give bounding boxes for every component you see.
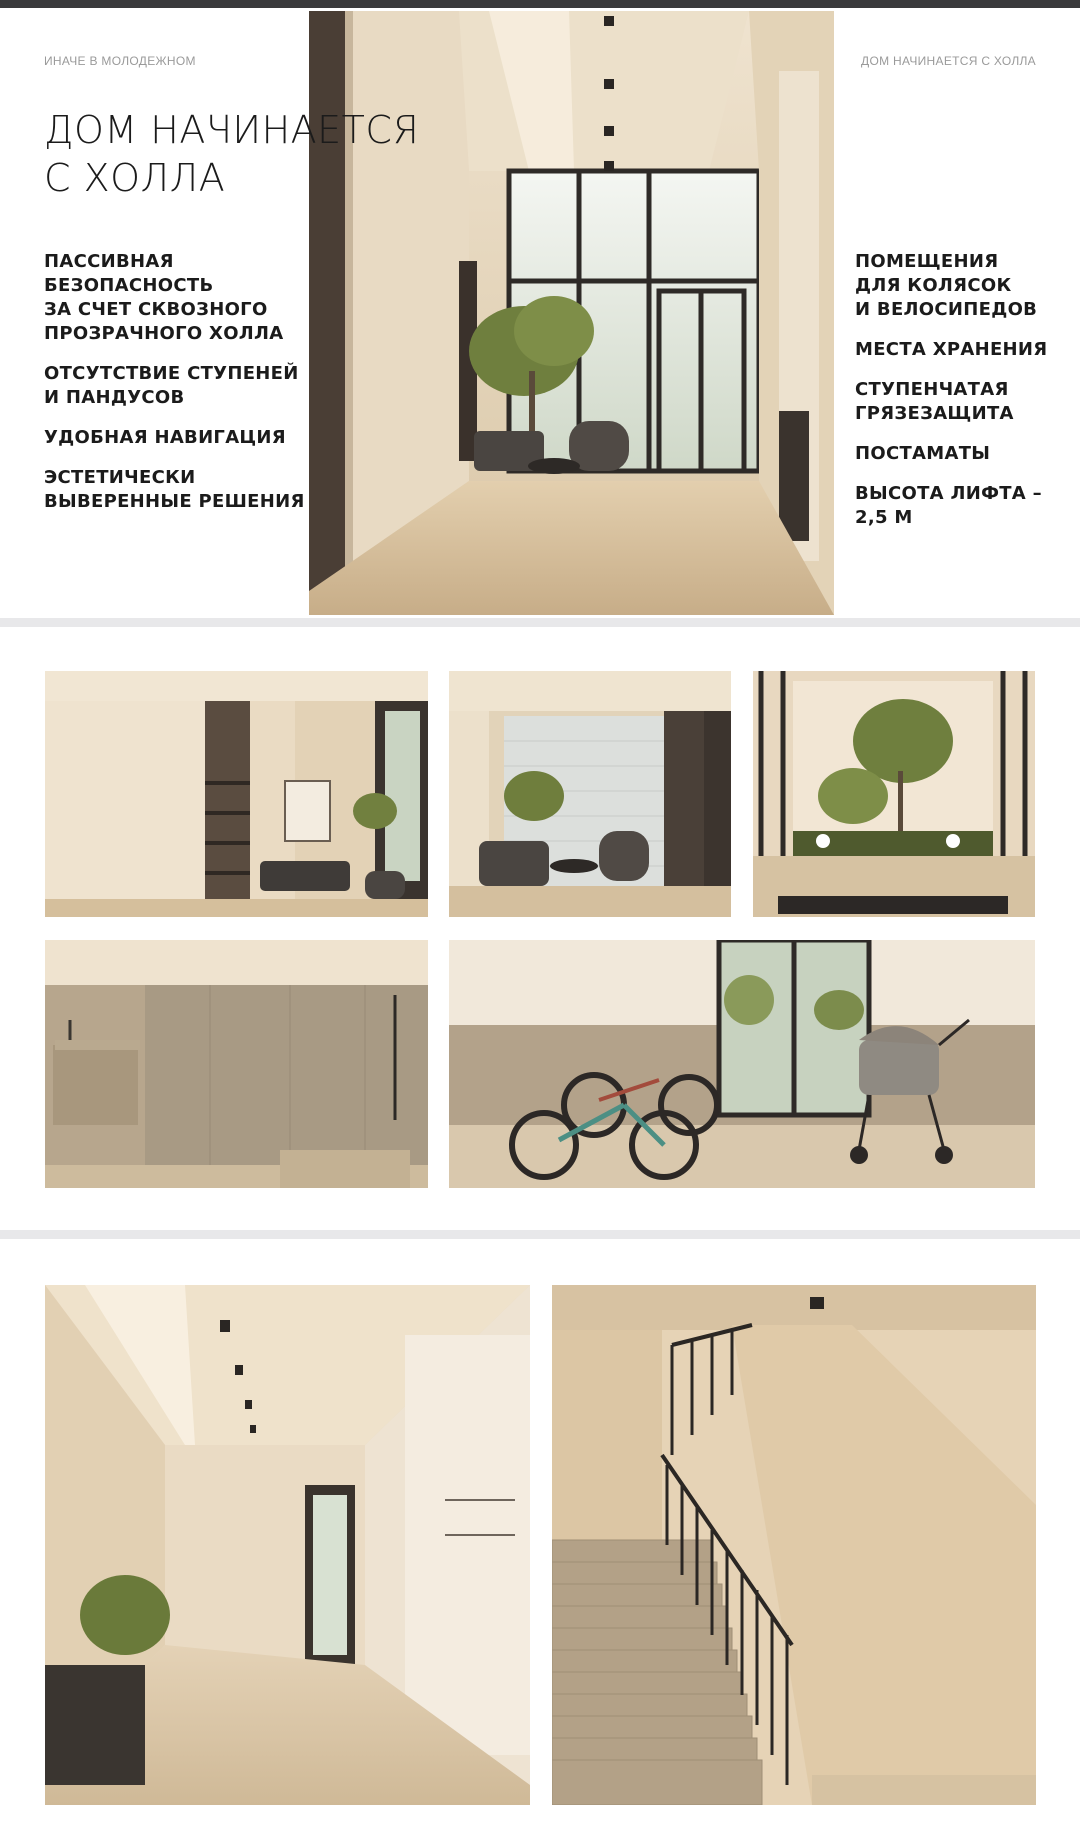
gallery-image-stroller-bike-room [449, 940, 1035, 1188]
page-title [44, 106, 464, 202]
section-divider [0, 618, 1080, 627]
features-list-right [855, 250, 1055, 546]
hero-section [0, 8, 1080, 620]
gallery-image-lounge [45, 671, 428, 917]
gallery-image-winter-garden [753, 671, 1035, 917]
feature-item: МЕСТА ХРАНЕНИЯ [855, 339, 1048, 360]
title-line-1: ДОМ НАЧИНАЕТСЯ [44, 108, 420, 152]
features-list-left [44, 250, 314, 530]
feature-item: СТУПЕНЧАТАЯ ГРЯЗЕЗАЩИТА [855, 379, 1014, 424]
feature-item: ВЫСОТА ЛИФТА – 2,5 М [855, 483, 1042, 528]
section-divider [0, 1230, 1080, 1239]
top-bar [0, 0, 1080, 8]
gallery-image-corridor [45, 1285, 530, 1805]
hero-lobby-image [309, 11, 834, 615]
gallery-image-staircase [552, 1285, 1036, 1805]
feature-item: ЭСТЕТИЧЕСКИ ВЫВЕРЕННЫЕ РЕШЕНИЯ [44, 467, 305, 512]
feature-item: ПОМЕЩЕНИЯ ДЛЯ КОЛЯСОК И ВЕЛОСИПЕДОВ [855, 251, 1038, 320]
kicker-left: ИНАЧЕ В МОЛОДЕЖНОМ [44, 54, 196, 68]
title-line-2: С ХОЛЛА [44, 156, 226, 200]
gallery-image-washroom [45, 940, 428, 1188]
feature-item: ПОСТАМАТЫ [855, 443, 991, 464]
kicker-right: ДОМ НАЧИНАЕТСЯ С ХОЛЛА [861, 54, 1036, 68]
feature-item: УДОБНАЯ НАВИГАЦИЯ [44, 427, 286, 448]
feature-item: ПАССИВНАЯ БЕЗОПАСНОСТЬ ЗА СЧЕТ СКВОЗНОГО ПРОЗРАЧНОГО ХОЛЛА [44, 251, 284, 344]
gallery-image-sitting-area [449, 671, 731, 917]
feature-item: ОТСУТСТВИЕ СТУПЕНЕЙ И ПАНДУСОВ [44, 363, 299, 408]
